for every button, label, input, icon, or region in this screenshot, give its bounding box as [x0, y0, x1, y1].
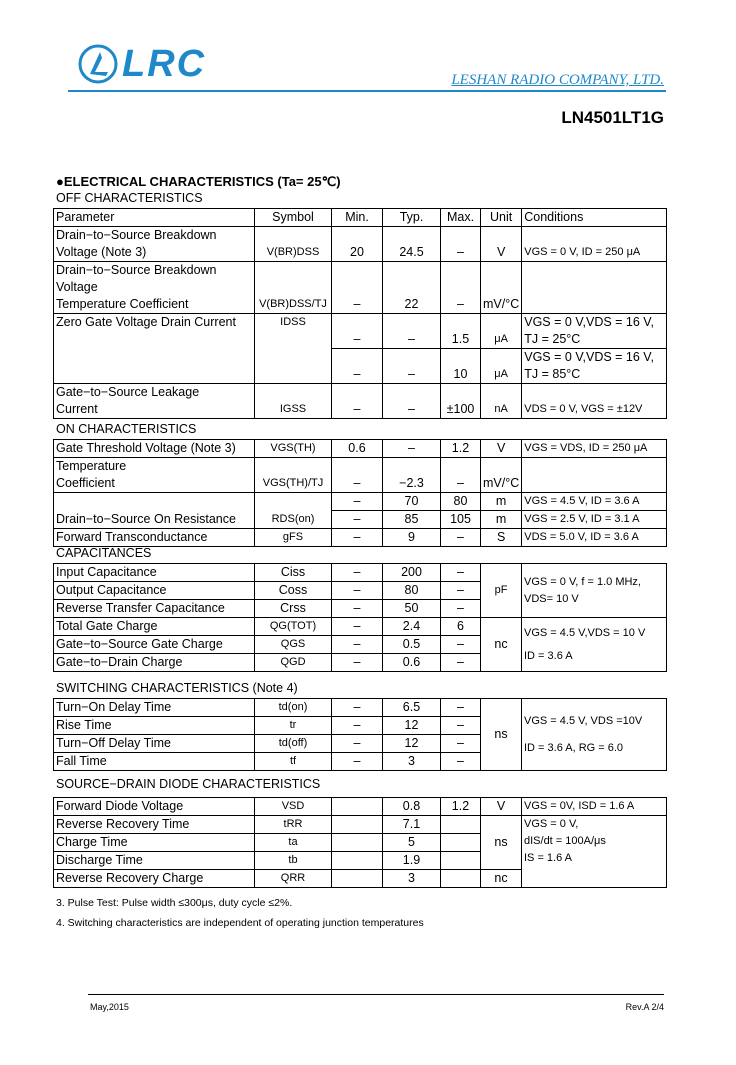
param-cell: Charge Time: [54, 834, 255, 852]
footnote: 3. Pulse Test: Pulse width ≤300μs, duty cycle ≤2%.: [56, 897, 293, 909]
typ-cell: −2.3: [383, 458, 441, 493]
source-drain-table: [53, 797, 667, 888]
condition-line: VGS = 4.5 V,VDS = 10 V: [524, 626, 646, 639]
condition-line: VDS= 10 V: [524, 592, 579, 605]
unit-cell: μA: [481, 314, 522, 349]
table-row: [54, 227, 667, 262]
typ-cell: 3: [383, 753, 441, 771]
condition-line: ID = 3.6 A: [524, 649, 573, 662]
unit-cell: V: [481, 798, 522, 816]
typ-cell: 70: [383, 493, 441, 511]
symbol-cell: QG(TOT): [255, 618, 332, 636]
symbol-cell: tf: [255, 753, 332, 771]
min-cell: –: [332, 511, 383, 529]
header-cell: Typ.: [383, 209, 441, 227]
header-cell: Max.: [441, 209, 481, 227]
footer-revision: Rev.A 2/4: [625, 1002, 664, 1012]
param-cell: Turn−Off Delay Time: [54, 735, 255, 753]
param-line: Voltage (Note 3): [56, 245, 147, 259]
min-cell: –: [332, 636, 383, 654]
typ-cell: 7.1: [383, 816, 441, 834]
symbol-cell: IDSS: [255, 314, 332, 384]
param-cell: Drain−to−Source On Resistance: [54, 493, 255, 529]
table-row: [54, 458, 667, 493]
condition-cell: VGS = 0 V, ID = 250 μA: [522, 227, 667, 262]
param-cell: Reverse Recovery Time: [54, 816, 255, 834]
table-row: [54, 314, 667, 349]
unit-cell: V: [481, 440, 522, 458]
param-cell: Reverse Transfer Capacitance: [54, 600, 255, 618]
max-cell: 1.2: [441, 440, 481, 458]
min-cell: –: [332, 493, 383, 511]
max-cell: 80: [441, 493, 481, 511]
typ-cell: 0.6: [383, 654, 441, 672]
symbol-cell: QGD: [255, 654, 332, 672]
typ-cell: –: [383, 349, 441, 384]
param-cell: Fall Time: [54, 753, 255, 771]
typ-cell: 12: [383, 735, 441, 753]
header-cell: Unit: [481, 209, 522, 227]
typ-cell: 85: [383, 511, 441, 529]
symbol-cell: Ciss: [255, 564, 332, 582]
param-line: Current: [56, 402, 98, 416]
symbol-cell: tRR: [255, 816, 332, 834]
table-row: [54, 699, 667, 717]
symbol-cell: VGS(TH)/TJ: [255, 458, 332, 493]
table-row: [54, 529, 667, 547]
condition-cell: VGS = 0V, ISD = 1.6 A: [522, 798, 667, 816]
typ-cell: 0.8: [383, 798, 441, 816]
condition-line: TJ = 25°C: [524, 332, 581, 346]
min-cell: [332, 870, 383, 888]
header-cell: Conditions: [522, 209, 667, 227]
condition-cell: [522, 618, 667, 672]
table-row: [54, 816, 667, 834]
max-cell: –: [441, 654, 481, 672]
max-cell: –: [441, 262, 481, 314]
condition-line: VGS = 4.5 V, VDS =10V: [524, 714, 643, 727]
min-cell: –: [332, 699, 383, 717]
condition-line: ID = 3.6 A, RG = 6.0: [524, 741, 624, 754]
unit-cell: V: [481, 227, 522, 262]
typ-cell: 22: [383, 262, 441, 314]
table-row: [54, 564, 667, 582]
unit-cell: ns: [481, 699, 522, 771]
max-cell: –: [441, 582, 481, 600]
max-cell: [441, 852, 481, 870]
condition-line: VGS = 0 V,VDS = 16 V,: [524, 350, 654, 364]
table-row: [54, 440, 667, 458]
param-line: Drain−to−Source Breakdown: [56, 263, 217, 277]
max-cell: 105: [441, 511, 481, 529]
part-number: LN4501LT1G: [561, 108, 664, 127]
max-cell: –: [441, 564, 481, 582]
typ-cell: –: [383, 314, 441, 349]
symbol-cell: Crss: [255, 600, 332, 618]
typ-cell: 9: [383, 529, 441, 547]
off-characteristics-table: [53, 208, 667, 419]
param-cell: Turn−On Delay Time: [54, 699, 255, 717]
param-cell: Gate−to−Drain Charge: [54, 654, 255, 672]
switching-table: [53, 698, 667, 771]
min-cell: –: [332, 582, 383, 600]
min-cell: [332, 834, 383, 852]
capacitances-section-label: CAPACITANCES: [56, 546, 152, 560]
max-cell: –: [441, 735, 481, 753]
param-cell: Discharge Time: [54, 852, 255, 870]
typ-cell: 50: [383, 600, 441, 618]
max-cell: [441, 816, 481, 834]
condition-cell: VGS = 4.5 V, ID = 3.6 A: [522, 493, 667, 511]
param-line: Gate−to−Source Leakage: [56, 385, 200, 399]
typ-cell: 2.4: [383, 618, 441, 636]
typ-cell: 200: [383, 564, 441, 582]
symbol-cell: V(BR)DSS: [255, 227, 332, 262]
symbol-cell: QRR: [255, 870, 332, 888]
param-cell: Forward Diode Voltage: [54, 798, 255, 816]
condition-line: VGS = 0 V, f = 1.0 MHz,: [524, 575, 641, 588]
symbol-cell: tr: [255, 717, 332, 735]
min-cell: –: [332, 735, 383, 753]
condition-line: dIS/dt = 100A/μs: [524, 835, 606, 847]
param-cell: [54, 262, 255, 314]
on-section-label: ON CHARACTERISTICS: [56, 422, 197, 436]
unit-cell: m: [481, 493, 522, 511]
param-cell: Output Capacitance: [54, 582, 255, 600]
param-line: Coefficient: [56, 476, 115, 490]
unit-cell: mV/°C: [481, 458, 522, 493]
condition-cell: [522, 699, 667, 771]
min-cell: –: [332, 654, 383, 672]
min-cell: –: [332, 564, 383, 582]
max-cell: –: [441, 636, 481, 654]
min-cell: –: [332, 753, 383, 771]
table-row: [54, 493, 667, 511]
symbol-cell: td(off): [255, 735, 332, 753]
typ-cell: 0.5: [383, 636, 441, 654]
symbol-cell: RDS(on): [255, 493, 332, 529]
param-cell: Gate−to−Source Gate Charge: [54, 636, 255, 654]
footer-divider: [88, 994, 664, 995]
param-cell: Gate Threshold Voltage (Note 3): [54, 440, 255, 458]
max-cell: –: [441, 227, 481, 262]
param-cell: [54, 458, 255, 493]
header-divider: [68, 90, 666, 92]
min-cell: 20: [332, 227, 383, 262]
param-cell: Input Capacitance: [54, 564, 255, 582]
typ-cell: 1.9: [383, 852, 441, 870]
symbol-cell: VGS(TH): [255, 440, 332, 458]
condition-cell: VGS = 2.5 V, ID = 3.1 A: [522, 511, 667, 529]
param-line: Voltage: [56, 280, 98, 294]
param-cell: Forward Transconductance: [54, 529, 255, 547]
max-cell: [441, 870, 481, 888]
symbol-cell: gFS: [255, 529, 332, 547]
max-cell: 6: [441, 618, 481, 636]
condition-cell: VGS = VDS, ID = 250 μA: [522, 440, 667, 458]
condition-line: IS = 1.6 A: [524, 852, 573, 864]
param-line: Temperature Coefficient: [56, 297, 189, 311]
condition-line: VGS = 0 V,: [524, 818, 579, 830]
unit-cell: mV/°C: [481, 262, 522, 314]
max-cell: –: [441, 458, 481, 493]
table-header-row: [54, 209, 667, 227]
typ-cell: –: [383, 384, 441, 419]
table-row: [54, 798, 667, 816]
symbol-cell: tb: [255, 852, 332, 870]
typ-cell: –: [383, 440, 441, 458]
param-cell: Rise Time: [54, 717, 255, 735]
param-cell: [54, 384, 255, 419]
condition-cell: [522, 564, 667, 618]
section-title: ●ELECTRICAL CHARACTERISTICS (Ta= 25℃): [56, 174, 341, 189]
max-cell: –: [441, 753, 481, 771]
min-cell: 0.6: [332, 440, 383, 458]
table-row: [54, 262, 667, 314]
unit-cell: nc: [481, 618, 522, 672]
param-line: Drain−to−Source Breakdown: [56, 228, 217, 242]
symbol-cell: QGS: [255, 636, 332, 654]
typ-cell: 12: [383, 717, 441, 735]
min-cell: –: [332, 314, 383, 349]
min-cell: –: [332, 618, 383, 636]
unit-cell: nA: [481, 384, 522, 419]
min-cell: –: [332, 349, 383, 384]
condition-cell: [522, 314, 667, 349]
capacitances-table: [53, 563, 667, 672]
footer-date: May,2015: [90, 1002, 129, 1012]
min-cell: –: [332, 384, 383, 419]
param-cell: [54, 227, 255, 262]
symbol-cell: VSD: [255, 798, 332, 816]
condition-cell: VDS = 5.0 V, ID = 3.6 A: [522, 529, 667, 547]
condition-cell: [522, 349, 667, 384]
condition-cell: [522, 458, 667, 493]
symbol-cell: ta: [255, 834, 332, 852]
company-name: LESHAN RADIO COMPANY, LTD.: [451, 72, 664, 88]
param-line: Temperature: [56, 459, 127, 473]
table-row: [54, 618, 667, 636]
typ-cell: 24.5: [383, 227, 441, 262]
symbol-cell: IGSS: [255, 384, 332, 419]
param-cell: Zero Gate Voltage Drain Current: [54, 314, 255, 384]
condition-cell: [522, 262, 667, 314]
max-cell: –: [441, 717, 481, 735]
off-section-label: OFF CHARACTERISTICS: [56, 191, 203, 205]
param-cell: Reverse Recovery Charge: [54, 870, 255, 888]
max-cell: –: [441, 600, 481, 618]
condition-cell: VDS = 0 V, VGS = ±12V: [522, 384, 667, 419]
switching-section-label: SWITCHING CHARACTERISTICS (Note 4): [56, 681, 298, 695]
max-cell: 10: [441, 349, 481, 384]
min-cell: [332, 852, 383, 870]
unit-cell: pF: [481, 564, 522, 618]
typ-cell: 80: [383, 582, 441, 600]
unit-cell: μA: [481, 349, 522, 384]
min-cell: [332, 798, 383, 816]
condition-line: TJ = 85°C: [524, 367, 581, 381]
min-cell: –: [332, 262, 383, 314]
symbol-cell: Coss: [255, 582, 332, 600]
symbol-cell: V(BR)DSS/TJ: [255, 262, 332, 314]
footnote: 4. Switching characteristics are independent of operating junction temperatures: [56, 917, 424, 929]
table-row: [54, 384, 667, 419]
logo-text: LRC: [122, 43, 207, 85]
typ-cell: 5: [383, 834, 441, 852]
unit-cell: ns: [481, 816, 522, 870]
max-cell: 1.2: [441, 798, 481, 816]
header-cell: Symbol: [255, 209, 332, 227]
symbol-cell: td(on): [255, 699, 332, 717]
max-cell: 1.5: [441, 314, 481, 349]
source-drain-section-label: SOURCE−DRAIN DIODE CHARACTERISTICS: [56, 777, 321, 791]
min-cell: –: [332, 458, 383, 493]
typ-cell: 3: [383, 870, 441, 888]
header-cell: Min.: [332, 209, 383, 227]
unit-cell: nc: [481, 870, 522, 888]
max-cell: ±100: [441, 384, 481, 419]
header-cell: Parameter: [54, 209, 255, 227]
condition-line: VGS = 0 V,VDS = 16 V,: [524, 315, 654, 329]
max-cell: –: [441, 699, 481, 717]
lrc-logo-icon: [78, 44, 118, 84]
condition-cell: [522, 816, 667, 888]
max-cell: –: [441, 529, 481, 547]
min-cell: [332, 816, 383, 834]
param-cell: Total Gate Charge: [54, 618, 255, 636]
on-characteristics-table: [53, 439, 667, 547]
unit-cell: S: [481, 529, 522, 547]
typ-cell: 6.5: [383, 699, 441, 717]
max-cell: [441, 834, 481, 852]
min-cell: –: [332, 529, 383, 547]
unit-cell: m: [481, 511, 522, 529]
min-cell: –: [332, 717, 383, 735]
min-cell: –: [332, 600, 383, 618]
